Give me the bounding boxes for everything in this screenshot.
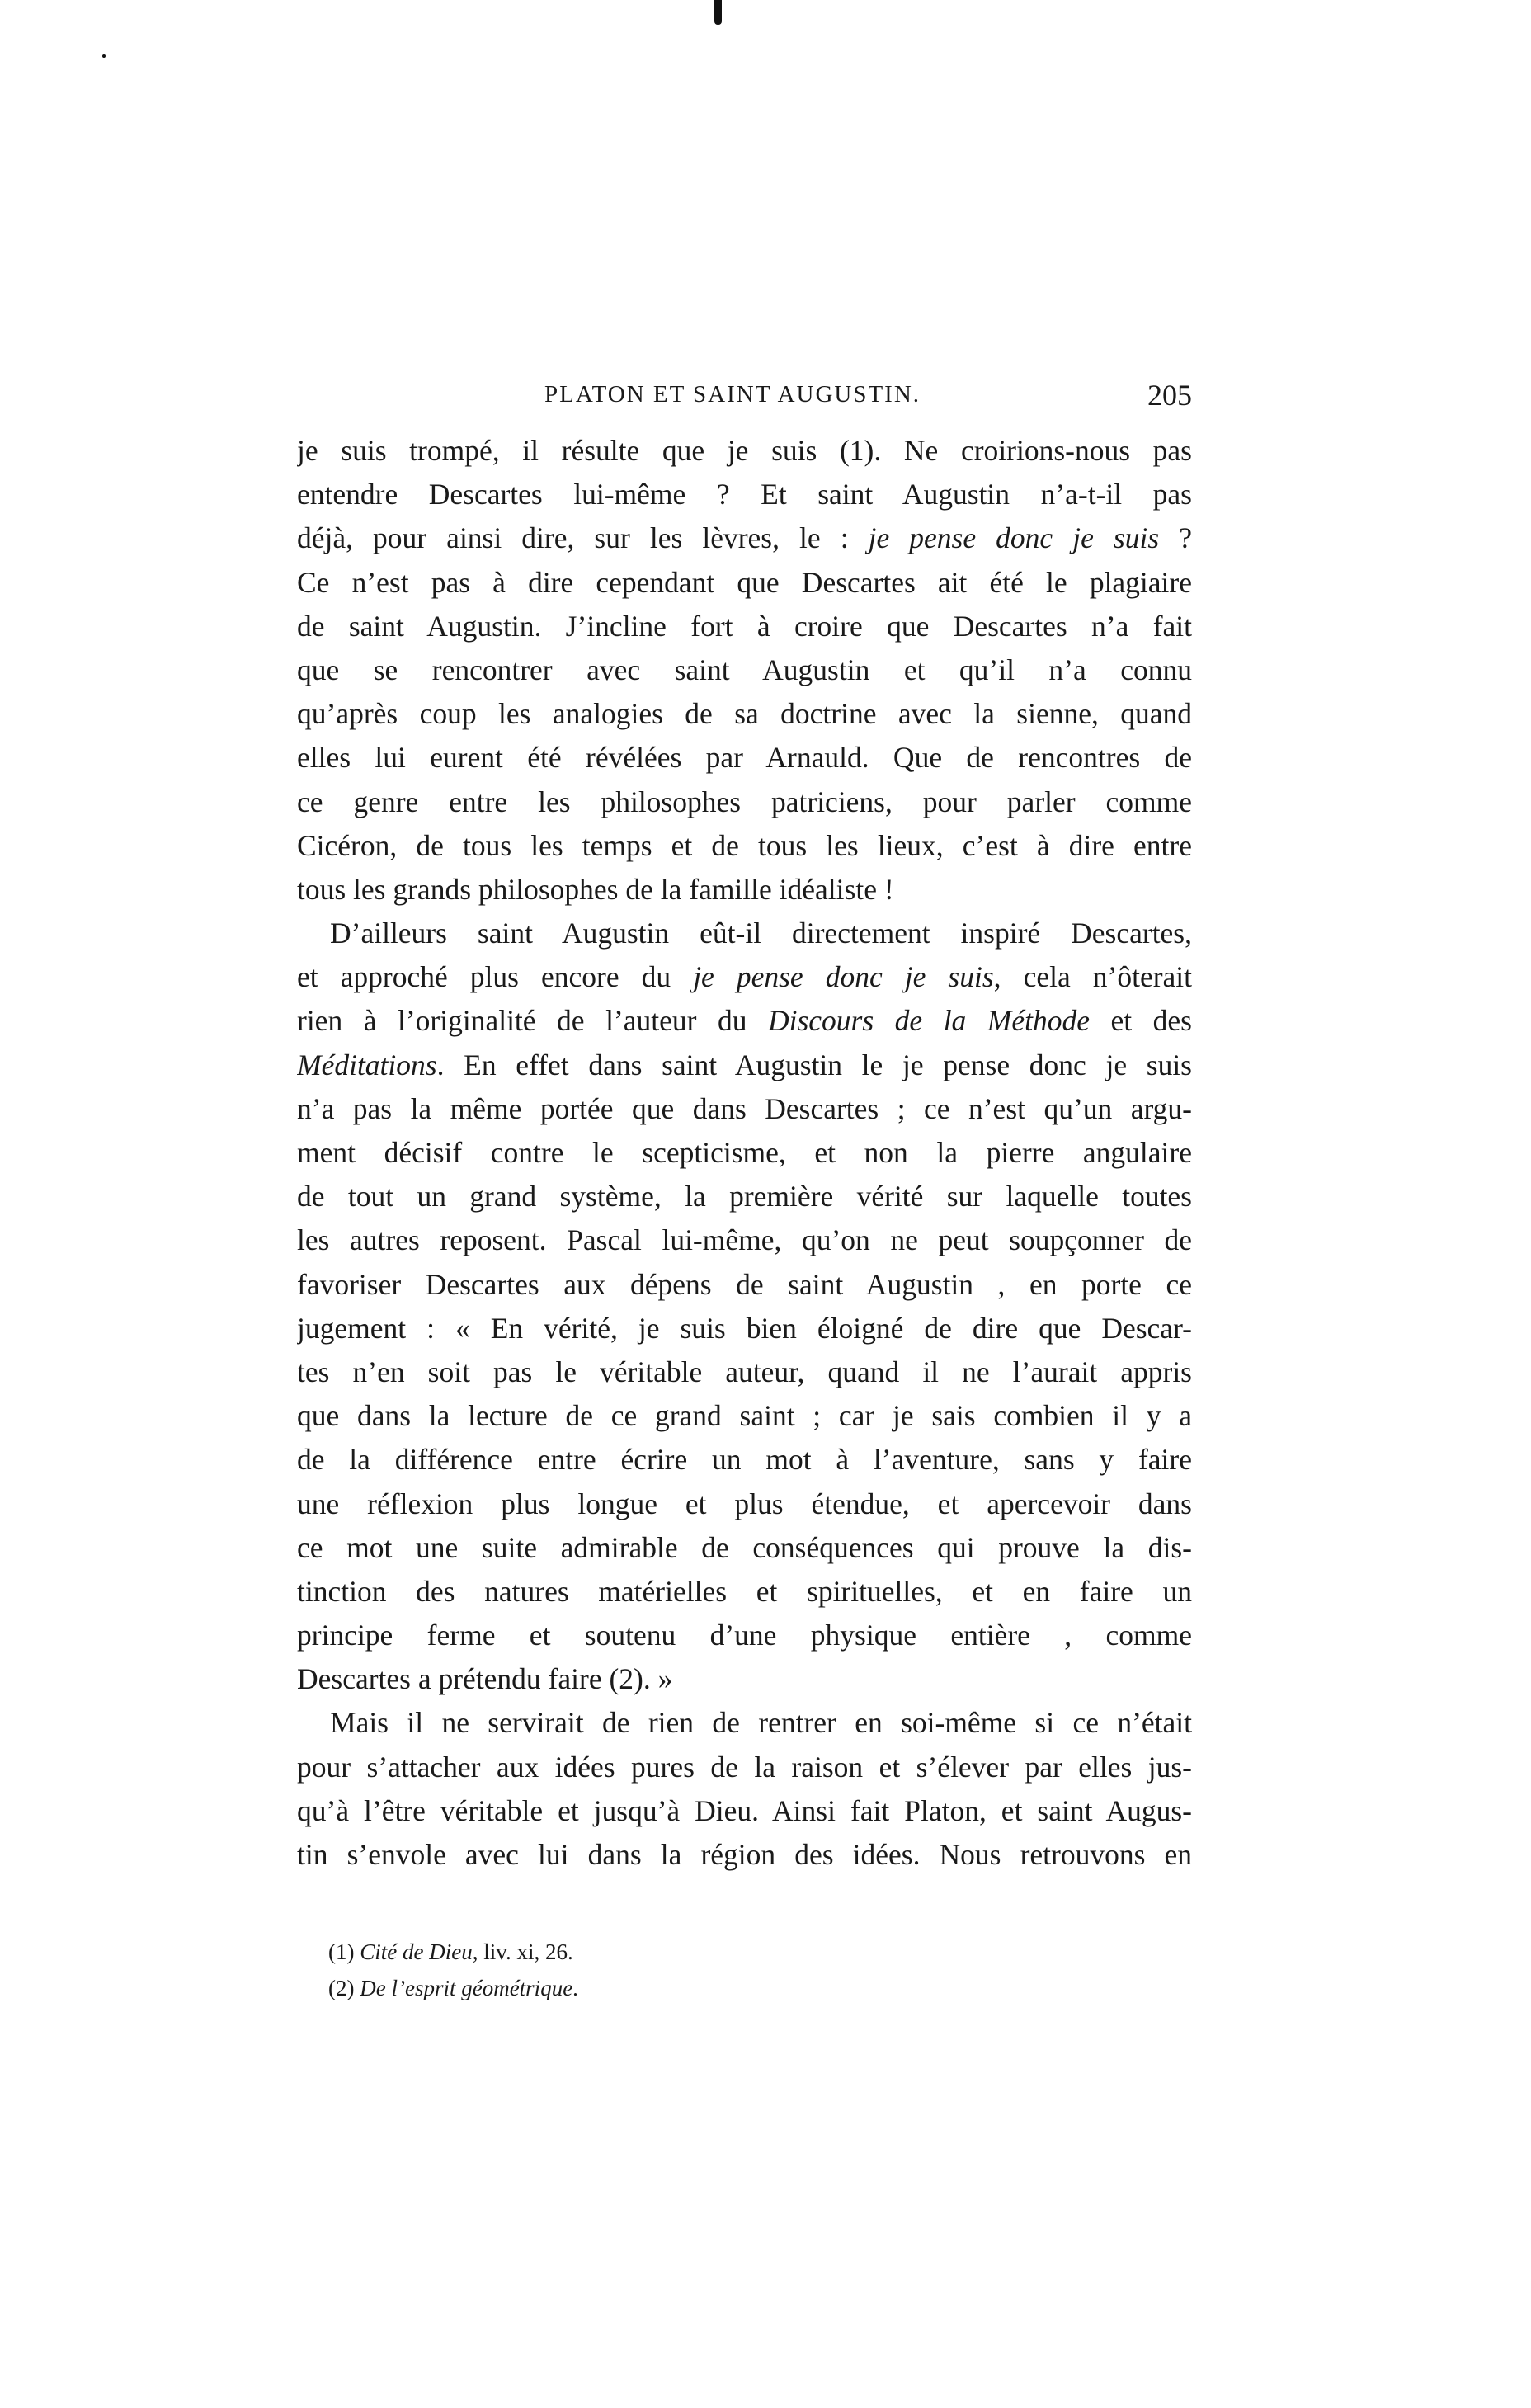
text-line: qu’à l’être véritable et jusqu’à Dieu. Ainsi fait Platon, et saint Augus-: [297, 1793, 1192, 1827]
text-line: Descartes a prétendu faire (2). »: [297, 1662, 673, 1696]
text-line: de la différence entre écrire un mot à l’aventure, sans y faire: [297, 1443, 1192, 1477]
text-line: Méditations. En effet dans saint Augustin le je pense donc je suis: [297, 1048, 1192, 1081]
text-line: tous les grands philosophes de la famille idéaliste !: [297, 872, 894, 906]
text-line: pour s’attacher aux idées pures de la raison et s’élever par elles jus-: [297, 1750, 1192, 1784]
footnote-1: (1) Cité de Dieu, liv. xi, 26.: [328, 1939, 573, 1964]
page-number: 205: [1147, 379, 1192, 412]
text-line: tes n’en soit pas le véritable auteur, quand il ne l’aurait appris: [297, 1355, 1192, 1388]
text-line: Mais il ne servirait de rien de rentrer en soi-même si ce n’était: [330, 1706, 1192, 1740]
ink-mark: [714, 0, 722, 25]
text-line: ment décisif contre le scepticisme, et non la pierre angulaire: [297, 1136, 1192, 1169]
text-line: principe ferme et soutenu d’une physique entière , comme: [297, 1619, 1192, 1652]
text-line: une réflexion plus longue et plus étendue, et apercevoir dans: [297, 1487, 1192, 1520]
running-head: PLATON ET SAINT AUGUSTIN.: [544, 381, 921, 408]
text-line: et approché plus encore du je pense donc je suis, cela n’ôterait: [297, 960, 1192, 994]
text-line: je suis trompé, il résulte que je suis (1). Ne croirions-nous pas: [297, 434, 1192, 467]
text-line: n’a pas la même portée que dans Descartes ; ce n’est qu’un argu-: [297, 1091, 1192, 1125]
text-line: que se rencontrer avec saint Augustin et qu’il n’a connu: [297, 653, 1192, 686]
text-line: que dans la lecture de ce grand saint ; car je sais combien il y a: [297, 1399, 1192, 1433]
text-line: tin s’envole avec lui dans la région des idées. Nous retrouvons en: [297, 1838, 1192, 1871]
text-line: D’ailleurs saint Augustin eût-il directement inspiré Descartes,: [330, 917, 1192, 950]
page-header: [297, 381, 1192, 422]
text-line: Cicéron, de tous les temps et de tous les lieux, c’est à dire entre: [297, 828, 1192, 862]
text-line: Ce n’est pas à dire cependant que Descartes ait été le plagiaire: [297, 565, 1192, 599]
text-line: qu’après coup les analogies de sa doctrine avec la sienne, quand: [297, 697, 1192, 731]
text-line: ce mot une suite admirable de conséquences qui prouve la dis-: [297, 1530, 1192, 1564]
body-text: [297, 429, 1192, 1877]
ink-speck: [102, 54, 106, 58]
text-line: rien à l’originalité de l’auteur du Discours de la Méthode et des: [297, 1004, 1192, 1038]
text-line: favoriser Descartes aux dépens de saint Augustin , en porte ce: [297, 1267, 1192, 1301]
footnotes: [328, 1934, 1071, 2006]
text-line: elles lui eurent été révélées par Arnauld. Que de rencontres de: [297, 741, 1192, 775]
text-line: jugement : « En vérité, je suis bien éloigné de dire que Descar-: [297, 1311, 1192, 1345]
text-line: déjà, pour ainsi dire, sur les lèvres, le : je pense donc je suis ?: [297, 521, 1192, 555]
text-line: les autres reposent. Pascal lui-même, qu’on ne peut soupçonner de: [297, 1223, 1192, 1257]
footnote-2: (2) De l’esprit géométrique.: [328, 1976, 578, 2000]
text-line: tinction des natures matérielles et spirituelles, et en faire un: [297, 1574, 1192, 1608]
text-line: ce genre entre les philosophes patriciens, pour parler comme: [297, 785, 1192, 818]
text-line: de saint Augustin. J’incline fort à croire que Descartes n’a fait: [297, 609, 1192, 643]
text-line: de tout un grand système, la première vérité sur laquelle toutes: [297, 1180, 1192, 1213]
text-line: entendre Descartes lui-même ? Et saint Augustin n’a-t-il pas: [297, 478, 1192, 511]
